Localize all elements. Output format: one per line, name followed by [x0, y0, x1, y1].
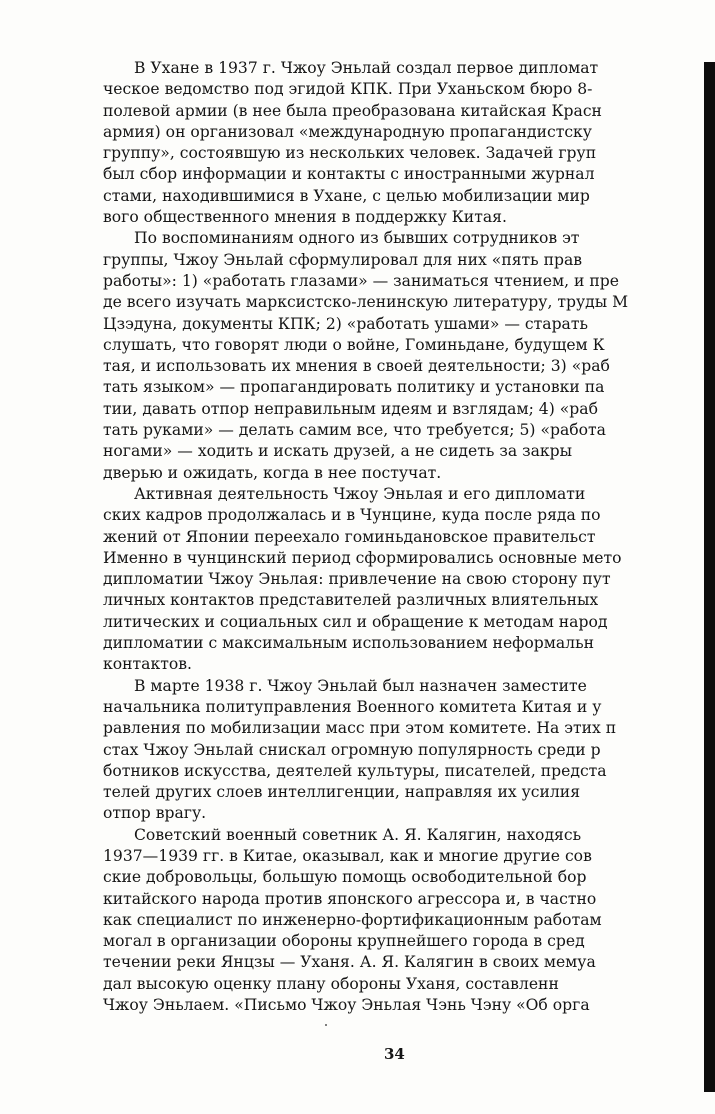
text-line: тать языком» — пропагандировать политику и установки па — [103, 378, 605, 397]
text-line: вого общественного мнения в поддержку Китая. — [103, 208, 507, 227]
text-line: По воспоминаниям одного из бывших сотрудников эт — [134, 229, 580, 248]
text-line: Именно в чунцинский период сформировались основные мето — [103, 548, 622, 567]
text-line: В марте 1938 г. Чжоу Эньлай был назначен заместите — [134, 676, 587, 695]
text-line: работы»: 1) «работать глазами» — заниматься чтением, и пре — [103, 271, 619, 290]
text-line: тая, и использовать их мнения в своей деятельности; 3) «раб — [103, 357, 610, 376]
text-line: слушать, что говорят люди о войне, Гоминьдане, будущем К — [103, 335, 605, 354]
text-line: стами, находившимися в Ухане, с целью мобилизации мир — [103, 186, 590, 205]
text-line: де всего изучать марксистско-ленинскую литературу, труды М — [103, 293, 629, 312]
text-line: китайского народа против японского агрессора и, в частно — [103, 889, 597, 908]
text-line: полевой армии (в нее была преобразована китайская Красн — [103, 101, 602, 120]
text-line: начальника политуправления Военного комитета Китая и у — [103, 697, 602, 716]
text-line: Советский военный советник А. Я. Калягин, находясь — [134, 825, 582, 844]
text-line: армия) он организовал «международную пропагандистску — [103, 122, 592, 141]
text-line: течении реки Янцзы — Уханя. А. Я. Калягин в своих мемуа — [103, 953, 596, 972]
text-line: группу», состоявшую из нескольких человек. Задачей груп — [103, 144, 597, 163]
text-line: тать руками» — делать самим все, что требуется; 5) «работа — [103, 421, 606, 440]
print-speck — [325, 1024, 327, 1026]
text-line: дал высокую оценку плану обороны Уханя, составленн — [103, 974, 559, 993]
text-line: Цзэдуна, документы КПК; 2) «работать ушами» — старать — [103, 314, 588, 333]
text-line: ногами» — ходить и искать друзей, а не сидеть за закры — [103, 442, 573, 461]
page-number: 34 — [384, 1045, 405, 1063]
text-line: тии, давать отпор неправильным идеям и взглядам; 4) «раб — [103, 399, 598, 418]
text-line: был сбор информации и контакты с иностранными журнал — [103, 165, 595, 184]
scan-edge-shadow — [704, 62, 715, 1092]
text-line: Чжоу Эньлаем. «Письмо Чжоу Эньлая Чэнь Чэну «Об орга — [103, 996, 590, 1015]
text-line: литических и социальных сил и обращение к методам народ — [103, 612, 608, 631]
text-line: телей других слоев интеллигенции, направляя их усилия — [103, 783, 581, 802]
text-line: жений от Японии переехало гоминьдановское правительст — [103, 527, 596, 546]
text-line: личных контактов представителей различных влиятельных — [103, 591, 599, 610]
text-line: дипломатии с максимальным использованием неформальн — [103, 634, 594, 653]
text-line: дверью и ожидать, когда в нее постучат. — [103, 463, 442, 482]
text-line: ческое ведомство под эгидой КПК. При Уханьском бюро 8- — [103, 80, 593, 99]
text-line: группы, Чжоу Эньлай сформулировал для них «пять прав — [103, 250, 583, 269]
text-line: как специалист по инженерно-фортификационным работам — [103, 910, 602, 929]
text-line: контактов. — [103, 655, 192, 674]
body-text — [103, 58, 715, 1016]
text-line: стах Чжоу Эньлай снискал огромную популярность среди р — [103, 740, 601, 759]
text-line: ских кадров продолжалась и в Чунцине, куда после ряда по — [103, 506, 601, 525]
text-line: могал в организации обороны крупнейшего города в сред — [103, 932, 585, 951]
text-line: Активная деятельность Чжоу Эньлая и его дипломати — [134, 484, 586, 503]
text-line: дипломатии Чжоу Эньлая: привлечение на свою сторону пут — [103, 570, 611, 589]
text-line: ские добровольцы, большую помощь освободительной бор — [103, 868, 587, 887]
text-line: отпор врагу. — [103, 804, 207, 823]
text-line: В Ухане в 1937 г. Чжоу Эньлай создал первое дипломат — [134, 59, 599, 77]
text-line: 1937—1939 гг. в Китае, оказывал, как и многие другие сов — [103, 846, 592, 865]
text-line: равления по мобилизации масс при этом комитете. На этих п — [103, 719, 617, 738]
text-line: ботников искусства, деятелей культуры, писателей, предста — [103, 761, 607, 780]
